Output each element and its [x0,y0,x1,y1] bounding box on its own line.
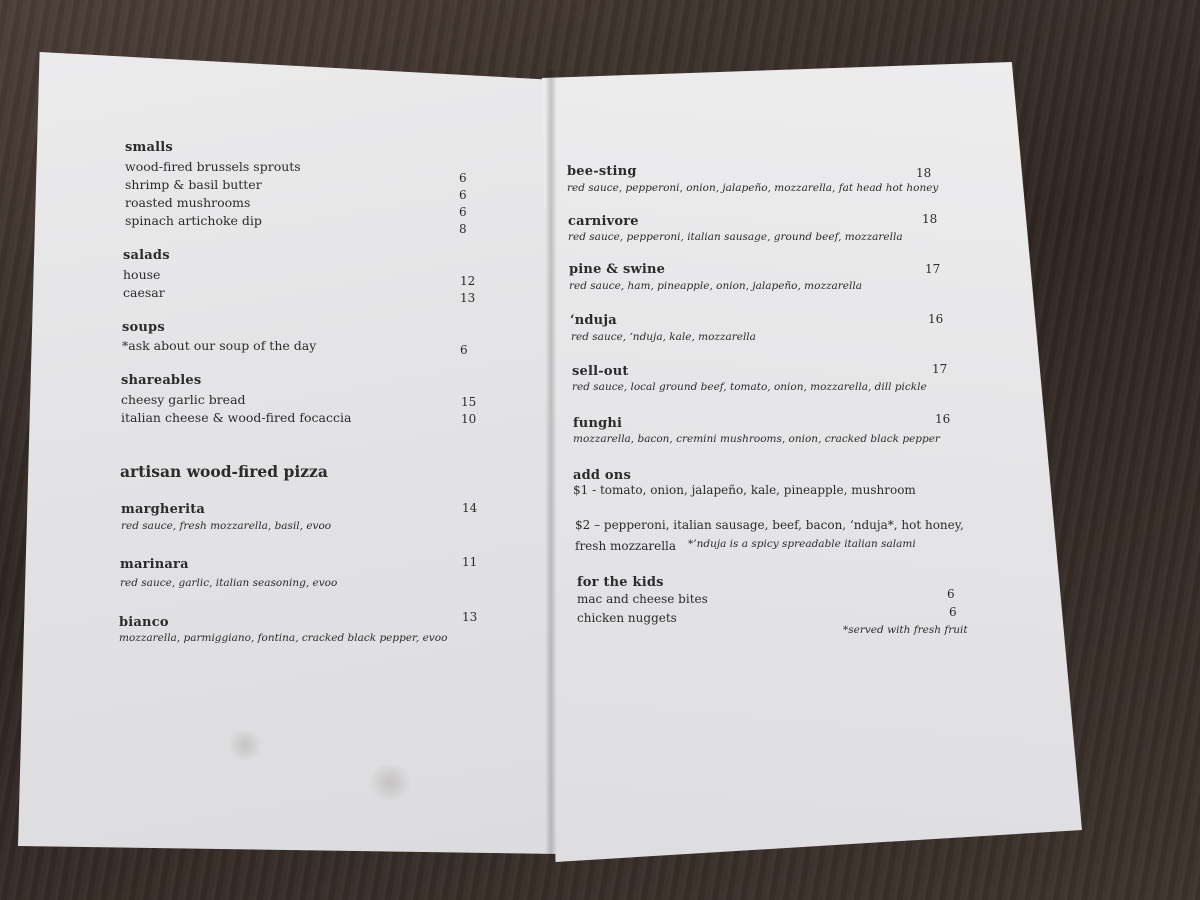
page-fold-shadow [545,70,557,855]
add-ons-line: fresh mozzarella [575,539,677,553]
menu-item-price: 6 [459,205,467,219]
menu-item-price: 15 [461,395,477,409]
menu-item-price: 6 [460,343,468,357]
menu-item-name: *ask about our soup of the day [122,338,317,353]
menu-item-price: 12 [460,274,476,288]
pizza-description: red sauce, pepperoni, onion, jalapeño, mozzarella, fat head hot honey [567,182,939,194]
menu-item-price: 6 [949,605,957,619]
section-title-soups: soups [122,320,165,335]
section-title-shareables: shareables [121,373,202,388]
menu-item-price: 8 [459,222,467,236]
menu-item-name: cheesy garlic bread [121,392,246,407]
pizza-price: 16 [935,412,951,426]
paper-stain [365,765,415,800]
pizza-price: 18 [922,212,938,226]
menu-item-price: 6 [459,171,467,185]
pizza-description: mozzarella, bacon, cremini mushrooms, onion, cracked black pepper [573,433,940,445]
pizza-price: 13 [462,610,478,624]
menu-item-price: 6 [459,188,467,202]
pizza-description: red sauce, ‘nduja, kale, mozzarella [571,331,756,343]
paper-stain [225,730,265,760]
section-title-kids: for the kids [577,575,664,590]
pizza-price: 17 [925,262,941,276]
pizza-name: sell-out [572,364,629,379]
pizza-price: 11 [462,555,478,569]
menu-item-name: roasted mushrooms [125,195,251,210]
add-ons-line: $2 – pepperoni, italian sausage, beef, bacon, ‘nduja*, hot honey, [575,518,964,532]
pizza-price: 17 [932,362,948,376]
pizza-price: 16 [928,312,944,326]
pizza-price: 14 [462,501,478,515]
menu-item-name: spinach artichoke dip [125,213,262,228]
menu-item-price: 6 [947,587,955,601]
pizza-name: funghi [573,416,623,431]
add-ons-line: $1 - tomato, onion, jalapeño, kale, pineapple, mushroom [573,483,916,497]
menu-item-name: italian cheese & wood-fired focaccia [121,410,352,425]
kids-note: *served with fresh fruit [843,624,968,636]
nduja-footnote: *’nduja is a spicy spreadable italian salami [688,538,916,550]
pizza-description: red sauce, ham, pineapple, onion, jalapeño, mozzarella [569,280,862,292]
menu-item-name: mac and cheese bites [577,592,708,606]
pizza-description: red sauce, local ground beef, tomato, onion, mozzarella, dill pickle [572,381,927,393]
pizza-name: carnivore [568,214,639,229]
pizza-name: margherita [121,502,206,517]
pizza-name: ‘nduja [570,313,617,328]
pizza-name: bee-sting [567,164,637,179]
menu-item-price: 10 [461,412,477,426]
menu-item-name: caesar [123,285,165,300]
pizza-name: bianco [119,615,169,630]
menu-item-name: wood-fired brussels sprouts [125,159,301,174]
menu-item-name: shrimp & basil butter [125,177,262,192]
pizza-price: 18 [916,166,932,180]
pizza-description: red sauce, pepperoni, italian sausage, ground beef, mozzarella [568,231,903,243]
pizza-description: red sauce, fresh mozzarella, basil, evoo [121,520,332,532]
menu-item-price: 13 [460,291,476,305]
pizza-description: mozzarella, parmiggiano, fontina, cracked black pepper, evoo [119,632,448,644]
pizza-description: red sauce, garlic, italian seasoning, evoo [120,577,338,589]
menu-item-name: house [123,267,161,282]
section-title-salads: salads [123,248,170,263]
section-title-add-ons: add ons [573,468,631,483]
menu-item-name: chicken nuggets [577,611,677,625]
pizza-name: pine & swine [569,262,666,277]
pizza-section-title: artisan wood-fired pizza [120,462,328,481]
section-title-smalls: smalls [125,140,173,155]
pizza-name: marinara [120,557,189,572]
